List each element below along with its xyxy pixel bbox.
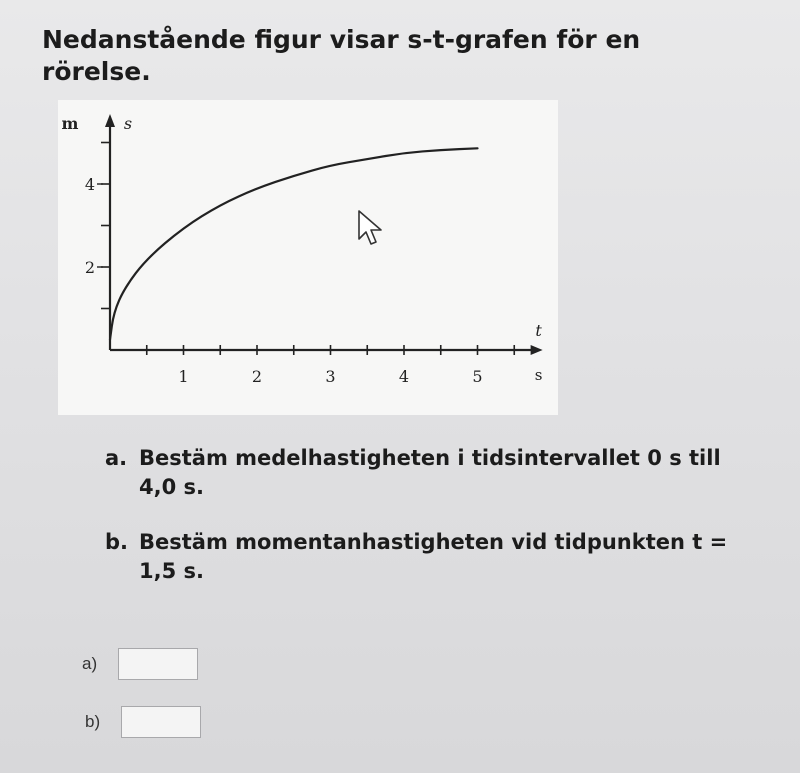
answer-input-a[interactable] bbox=[118, 648, 198, 680]
answer-row-b bbox=[85, 706, 201, 738]
st-graph-figure bbox=[58, 100, 558, 415]
x-tick-label: 5 bbox=[472, 367, 483, 386]
x-tick-label: 2 bbox=[251, 367, 263, 386]
answer-label-b: b) bbox=[85, 712, 101, 731]
answer-row-a bbox=[82, 648, 198, 680]
subquestion-b bbox=[105, 528, 765, 586]
x-tick-label: 3 bbox=[325, 367, 336, 386]
x-axis-arrow bbox=[531, 345, 543, 355]
answer-label-a: a) bbox=[82, 654, 98, 673]
y-tick-label: 4 bbox=[84, 175, 96, 194]
y-axis-label: s bbox=[123, 114, 133, 133]
subquestion-text: Bestäm medelhastigheten i tidsintervallet 0 s till 4,0 s. bbox=[139, 446, 721, 499]
series-line-0 bbox=[110, 148, 478, 339]
x-tick-label: 4 bbox=[398, 367, 410, 386]
subquestion-letter: a. bbox=[105, 446, 128, 470]
x-axis-label: t bbox=[535, 321, 542, 340]
question-title: Nedanstående figur visar s-t-grafen för en rörelse. bbox=[42, 25, 641, 86]
mouse-cursor-icon bbox=[357, 209, 387, 253]
subquestion-text: Bestäm momentanhastigheten vid tidpunkten t = 1,5 s. bbox=[139, 530, 728, 583]
subquestion-letter: b. bbox=[105, 530, 129, 554]
subquestion-list bbox=[105, 444, 765, 612]
answer-input-b[interactable] bbox=[121, 706, 201, 738]
subquestion-a bbox=[105, 444, 765, 502]
x-tick-label: 1 bbox=[178, 367, 189, 386]
st-graph bbox=[58, 100, 558, 415]
y-tick-label: 2 bbox=[84, 258, 96, 277]
x-unit-label: s bbox=[534, 366, 543, 384]
y-unit-label: m bbox=[61, 114, 79, 133]
y-axis-arrow bbox=[105, 114, 115, 127]
